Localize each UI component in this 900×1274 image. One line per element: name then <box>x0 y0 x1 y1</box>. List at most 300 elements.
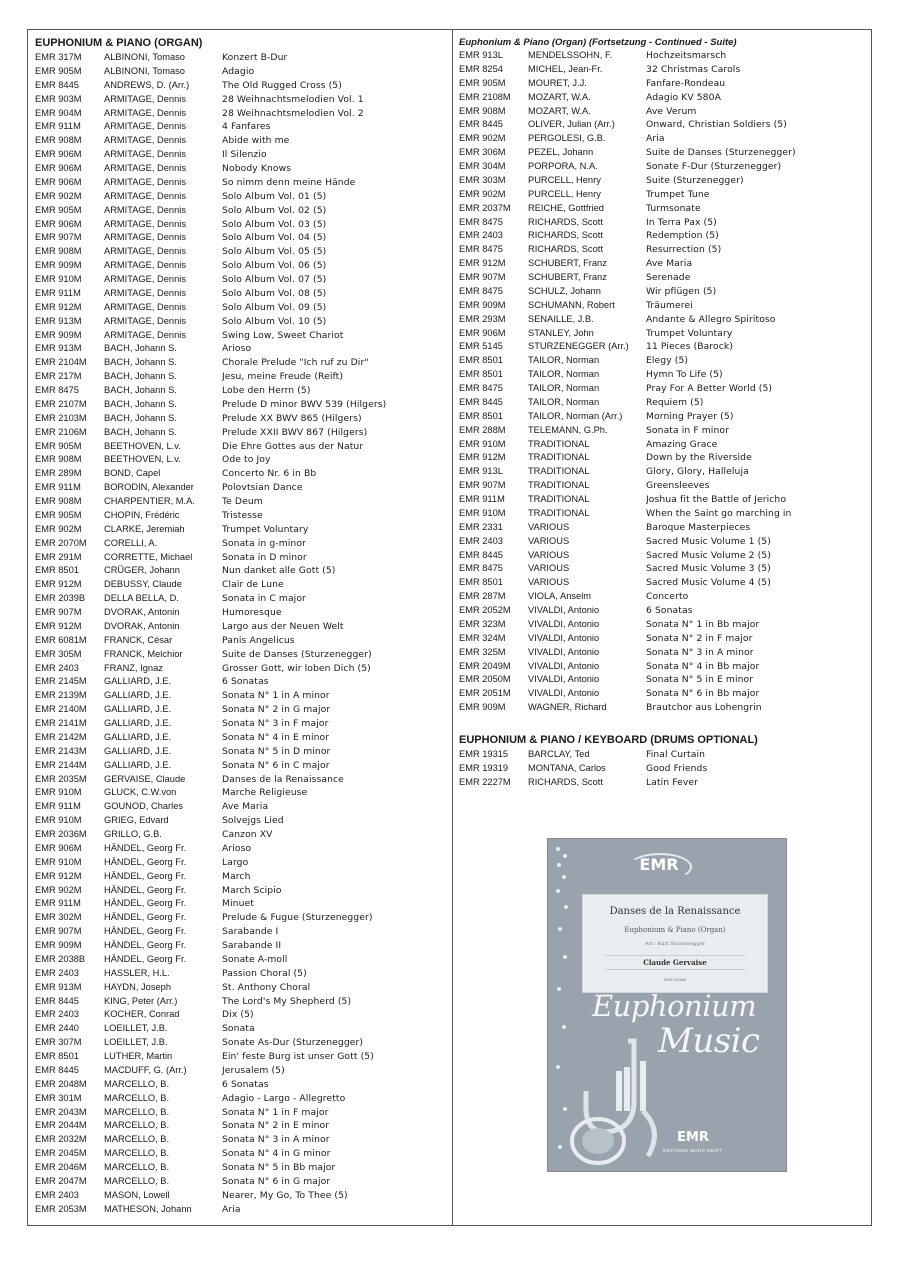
catalog-row <box>35 329 445 343</box>
catalog-number: EMR 317M <box>35 52 82 62</box>
work-title: When the Saint go marching in <box>646 507 792 519</box>
work-title: Onward, Christian Soldiers (5) <box>646 119 787 131</box>
catalog-row <box>459 618 864 632</box>
catalog-number: EMR 8475 <box>459 285 503 296</box>
catalog-number: EMR 904M <box>35 107 82 118</box>
work-title: Wir pflügen (5) <box>646 285 717 297</box>
composer-name: VIOLA, Anselm <box>528 591 592 602</box>
catalog-number: EMR 911M <box>35 801 81 812</box>
catalog-row <box>459 77 864 91</box>
catalog-number: EMR 287M <box>459 591 506 602</box>
composer-name: ARMITAGE, Dennis <box>104 246 186 257</box>
work-title: Sonata N° 2 in G major <box>222 704 331 716</box>
composer-name: VARIOUS <box>528 577 570 588</box>
composer-name: ARMITAGE, Dennis <box>104 329 186 340</box>
catalog-number: EMR 902M <box>459 188 506 199</box>
catalog-number: EMR 8475 <box>459 563 503 574</box>
catalog-number: EMR 2227M <box>459 776 511 787</box>
catalog-number: EMR 912M <box>35 620 82 631</box>
work-title: Ave Verum <box>646 105 697 117</box>
catalog-number: EMR 902M <box>459 133 506 144</box>
composer-name: TRADITIONAL <box>528 480 590 491</box>
catalog-number: EMR 911M <box>35 287 81 298</box>
catalog-number: EMR 2050M <box>459 674 511 685</box>
catalog-row <box>35 107 445 121</box>
work-title: Sarabande I <box>222 926 279 938</box>
catalog-row <box>459 576 864 590</box>
composer-name: GALLIARD, J.E. <box>104 718 172 728</box>
catalog-number: EMR 2036M <box>35 829 87 839</box>
composer-name: TAILOR, Norman <box>528 383 600 393</box>
section-title-continued: Euphonium & Piano (Organ) (Fortsetzung - Continued - Suite) <box>459 37 737 48</box>
catalog-row <box>35 870 445 884</box>
catalog-row <box>35 384 445 398</box>
catalog-number: EMR 2052M <box>459 605 511 615</box>
composer-name: RICHARDS, Scott <box>528 776 603 787</box>
catalog-row <box>35 273 445 287</box>
section-title: EUPHONIUM & PIANO (ORGAN) <box>35 37 203 49</box>
work-title: March <box>222 870 251 882</box>
work-title: Trumpet Tune <box>646 188 710 200</box>
emr-logo-top: EMR <box>624 847 694 883</box>
catalog-row <box>459 202 864 216</box>
cover-arranger: Arr.: Kurt Sturzenegger <box>644 941 706 947</box>
work-title: Elegy (5) <box>646 355 689 367</box>
composer-name: MICHEL, Jean-Fr. <box>528 63 603 74</box>
composer-name: LOEILLET, J.B. <box>104 1023 168 1034</box>
composer-name: RICHARDS, Scott <box>528 244 603 255</box>
catalog-row <box>35 1161 445 1175</box>
composer-name: STURZENEGGER (Arr.) <box>528 341 629 352</box>
composer-name: VARIOUS <box>528 563 570 574</box>
catalog-row <box>459 285 864 299</box>
composer-name: VIVALDI, Antonio <box>528 618 600 629</box>
work-title: Die Ehre Gottes aus der Natur <box>222 440 364 452</box>
catalog-number: EMR 906M <box>35 842 82 853</box>
catalog-number: EMR 8254 <box>459 63 503 74</box>
composer-name: HÄNDEL, Georg Fr. <box>104 953 187 964</box>
composer-name: HÄNDEL, Georg Fr. <box>104 940 187 950</box>
catalog-number: EMR 2145M <box>35 676 87 687</box>
catalog-number: EMR 902M <box>35 523 82 534</box>
work-title: Largo <box>222 856 249 868</box>
catalog-row <box>459 507 864 521</box>
catalog-row <box>35 745 445 759</box>
work-title: Sacred Music Volume 1 (5) <box>646 535 771 547</box>
composer-name: GRILLO, G.B. <box>104 829 162 839</box>
work-title: Redemption (5) <box>646 230 719 242</box>
work-title: Ave Maria <box>222 801 269 813</box>
composer-name: MARCELLO, B. <box>104 1148 170 1159</box>
composer-name: SCHUBERT, Franz <box>528 258 607 269</box>
work-title: In Terra Pax (5) <box>646 216 717 228</box>
work-title: Sonata N° 5 in D minor <box>222 745 331 757</box>
catalog-row <box>35 218 445 232</box>
catalog-row <box>35 79 445 93</box>
catalog-number: EMR 2039B <box>35 593 86 604</box>
catalog-number: EMR 8475 <box>35 385 79 395</box>
work-title: Solo Album Vol. 07 (5) <box>222 274 327 285</box>
catalog-number: EMR 907M <box>35 926 82 937</box>
work-title: Suite de Danses (Sturzenegger) <box>646 147 796 159</box>
catalog-row <box>459 762 864 776</box>
composer-name: SCHUMANN, Robert <box>528 299 615 310</box>
catalog-list-keyboard <box>459 748 864 790</box>
composer-name: REICHE, Gottfried <box>528 202 604 213</box>
right-column <box>459 36 864 790</box>
composer-name: DVORAK, Antonin <box>104 620 180 631</box>
catalog-row <box>459 257 864 271</box>
catalog-row <box>35 301 445 315</box>
work-title: Grosser Gott, wir loben Dich (5) <box>222 662 371 674</box>
composer-name: TRADITIONAL <box>528 494 590 504</box>
work-title: 4 Fanfares <box>222 121 271 133</box>
composer-name: HÄNDEL, Georg Fr. <box>104 870 187 881</box>
composer-name: VIVALDI, Antonio <box>528 646 600 657</box>
composer-name: PORPORA, N.A. <box>528 161 598 171</box>
catalog-row <box>35 814 445 828</box>
catalog-row <box>459 687 864 701</box>
catalog-number: EMR 8501 <box>35 565 79 576</box>
work-title: Sonata N° 3 in F major <box>222 718 329 729</box>
work-title: Canzon XV <box>222 829 273 840</box>
catalog-row <box>35 1175 445 1189</box>
work-title: Concerto Nr. 6 in Bb <box>222 468 317 480</box>
work-title: Sonata in D minor <box>222 551 307 563</box>
catalog-row <box>35 759 445 773</box>
composer-name: BOND, Capel <box>104 468 161 479</box>
work-title: 28 Weihnachtsmelodien Vol. 1 <box>222 93 364 105</box>
composer-name: DELLA BELLA, D. <box>104 593 179 604</box>
work-title: Tristesse <box>222 509 263 521</box>
work-title: Humoresque <box>222 607 282 618</box>
work-title: Chorale Prelude "Ich ruf zu Dir" <box>222 357 369 369</box>
catalog-row <box>35 356 445 370</box>
work-title: Solo Album Vol. 10 (5) <box>222 315 327 327</box>
catalog-row <box>35 925 445 939</box>
catalog-number: EMR 906M <box>35 163 82 173</box>
composer-name: CLARKE, Jeremiah <box>104 523 185 534</box>
catalog-number: EMR 2045M <box>35 1148 87 1159</box>
work-title: Adagio <box>222 65 255 77</box>
catalog-row <box>35 884 445 898</box>
catalog-number: EMR 2440 <box>35 1023 79 1034</box>
catalog-row <box>459 479 864 493</box>
catalog-number: EMR 291M <box>35 551 82 562</box>
work-title: Trumpet Voluntary <box>646 327 733 339</box>
work-title: Dix (5) <box>222 1009 254 1021</box>
composer-name: RICHARDS, Scott <box>528 216 603 227</box>
catalog-row <box>35 939 445 953</box>
work-title: March Scipio <box>222 884 282 896</box>
composer-name: ARMITAGE, Dennis <box>104 218 186 229</box>
catalog-row <box>459 549 864 563</box>
catalog-row <box>35 495 445 509</box>
catalog-number: EMR 2032M <box>35 1134 87 1145</box>
composer-name: VARIOUS <box>528 521 570 532</box>
catalog-row <box>459 776 864 790</box>
composer-name: RICHARDS, Scott <box>528 230 603 241</box>
catalog-number: EMR 910M <box>35 274 82 284</box>
work-title: 32 Christmas Carols <box>646 63 741 75</box>
catalog-number: EMR 910M <box>35 815 82 826</box>
composer-name: CORELLI, A. <box>104 537 158 548</box>
work-title: Hochzeitsmarsch <box>646 50 727 61</box>
work-title: Swing Low, Sweet Chariot <box>222 329 344 341</box>
catalog-row <box>35 551 445 565</box>
composer-name: STANLEY, John <box>528 327 594 338</box>
work-title: Aria <box>646 133 665 145</box>
work-title: Sonate As-Dur (Sturzenegger) <box>222 1037 364 1049</box>
catalog-row <box>35 731 445 745</box>
catalog-row <box>459 174 864 188</box>
work-title: Prelude XX BWV 865 (Hilgers) <box>222 412 362 424</box>
work-title: Sacred Music Volume 2 (5) <box>646 549 771 561</box>
catalog-number: EMR 289M <box>35 468 82 479</box>
brand-euphonium: Euphonium <box>592 989 757 1023</box>
composer-name: LOEILLET, J.B. <box>104 1037 168 1048</box>
catalog-row <box>35 953 445 967</box>
composer-name: GALLIARD, J.E. <box>104 759 172 770</box>
composer-name: GALLIARD, J.E. <box>104 704 172 715</box>
catalog-row <box>459 590 864 604</box>
catalog-row <box>459 49 864 63</box>
catalog-number: EMR 2048M <box>35 1078 87 1089</box>
catalog-number: EMR 2046M <box>35 1162 87 1172</box>
catalog-number: EMR 303M <box>459 174 506 185</box>
catalog-row <box>35 967 445 981</box>
composer-name: GOUNOD, Charles <box>104 801 184 812</box>
catalog-row <box>459 562 864 576</box>
composer-name: FRANZ, Ignaz <box>104 662 163 673</box>
work-title: Sonata N° 5 in E minor <box>646 674 754 686</box>
catalog-number: EMR 293M <box>459 313 506 324</box>
catalog-number: EMR 912M <box>35 870 82 881</box>
work-title: Largo aus der Neuen Welt <box>222 620 344 632</box>
catalog-row <box>459 327 864 341</box>
catalog-number: EMR 8445 <box>35 1064 79 1075</box>
catalog-row <box>35 689 445 703</box>
catalog-number: EMR 908M <box>35 246 82 257</box>
composer-name: MACDUFF, G. (Arr.) <box>104 1064 187 1075</box>
composer-name: VARIOUS <box>528 535 570 546</box>
catalog-row <box>459 646 864 660</box>
catalog-row <box>35 606 445 620</box>
work-title: Solo Album Vol. 03 (5) <box>222 218 327 230</box>
catalog-row <box>35 440 445 454</box>
catalog-number: EMR 902M <box>35 884 82 895</box>
work-title: Good Friends <box>646 762 708 774</box>
work-title: Clair de Lune <box>222 579 284 591</box>
work-title: Marche Religieuse <box>222 787 308 799</box>
composer-name: MARCELLO, B. <box>104 1134 170 1145</box>
work-title: Down by the Riverside <box>646 452 752 464</box>
publisher-name: EDITIONS MARC REIFT <box>663 1148 723 1153</box>
work-title: Final Curtain <box>646 749 706 760</box>
composer-name: PURCELL, Henry <box>528 188 601 199</box>
work-title: Panis Angelicus <box>222 634 295 646</box>
catalog-number: EMR 6081M <box>35 634 87 645</box>
catalog-number: EMR 2043M <box>35 1106 87 1117</box>
catalog-row <box>35 564 445 578</box>
work-title: Solo Album Vol. 09 (5) <box>222 301 327 313</box>
work-title: Aria <box>222 1203 241 1215</box>
work-title: Baroque Masterpieces <box>646 521 751 533</box>
catalog-number: EMR 2070M <box>35 537 87 548</box>
catalog-row <box>35 426 445 440</box>
catalog-row <box>35 897 445 911</box>
work-title: Greensleeves <box>646 480 710 492</box>
work-title: Adagio - Largo - Allegretto <box>222 1092 346 1104</box>
work-title: Solvejgs Lied <box>222 815 284 827</box>
catalog-row <box>35 315 445 329</box>
catalog-number: EMR 5145 <box>459 341 503 352</box>
catalog-number: EMR 2051M <box>459 688 511 699</box>
catalog-number: EMR 19315 <box>459 749 509 759</box>
work-title: Resurrection (5) <box>646 244 722 256</box>
composer-name: LUTHER, Martin <box>104 1051 173 1061</box>
catalog-row <box>459 465 864 479</box>
composer-name: TRADITIONAL <box>528 438 590 449</box>
composer-name: BARCLAY, Ted <box>528 749 590 759</box>
catalog-number: EMR 8445 <box>459 549 503 560</box>
composer-name: BACH, Johann S. <box>104 385 177 395</box>
catalog-row <box>35 523 445 537</box>
catalog-row <box>459 451 864 465</box>
composer-name: PEZEL, Johann <box>528 147 594 158</box>
catalog-row <box>35 800 445 814</box>
work-title: Passion Choral (5) <box>222 967 307 979</box>
catalog-number: EMR 2038B <box>35 953 86 964</box>
catalog-row <box>35 467 445 481</box>
composer-name: MARCELLO, B. <box>104 1078 170 1089</box>
composer-name: DEBUSSY, Claude <box>104 579 182 590</box>
catalog-row <box>459 673 864 687</box>
work-title: Jesu, meine Freude (Reift) <box>222 371 344 383</box>
catalog-row <box>35 634 445 648</box>
work-title: Il Silenzio <box>222 149 267 161</box>
catalog-number: EMR 913M <box>35 343 82 354</box>
catalog-row <box>459 160 864 174</box>
composer-name: ANDREWS, D. (Arr.) <box>104 79 190 90</box>
catalog-row <box>459 521 864 535</box>
composer-name: TAILOR, Norman <box>528 355 600 366</box>
catalog-number: EMR 906M <box>459 327 506 338</box>
composer-name: ARMITAGE, Dennis <box>104 204 186 215</box>
work-title: Sonata N° 3 in A minor <box>646 646 754 658</box>
work-title: Sonata in g-minor <box>222 537 306 549</box>
work-title: Nun danket alle Gott (5) <box>222 565 336 577</box>
work-title: Sarabande II <box>222 940 282 951</box>
catalog-row <box>35 509 445 523</box>
work-title: Morning Prayer (5) <box>646 410 734 422</box>
composer-name: SENAILLE, J.B. <box>528 313 594 324</box>
left-column <box>35 36 445 1217</box>
catalog-number: EMR 909M <box>35 940 82 950</box>
work-title: Sonata in C major <box>222 593 306 605</box>
work-title: Sonata N° 1 in A minor <box>222 690 330 702</box>
composer-name: VIVALDI, Antonio <box>528 605 600 615</box>
catalog-number: EMR 910M <box>459 507 506 518</box>
composer-name: TELEMANN, G.Ph. <box>528 424 608 435</box>
composer-name: MARCELLO, B. <box>104 1175 170 1186</box>
catalog-number: EMR 905M <box>35 65 82 76</box>
catalog-number: EMR 2403 <box>35 1189 79 1200</box>
work-title: 6 Sonatas <box>646 605 693 616</box>
catalog-row <box>459 368 864 382</box>
catalog-row <box>35 773 445 787</box>
work-title: 6 Sonatas <box>222 1078 269 1090</box>
composer-name: MARCELLO, B. <box>104 1120 170 1131</box>
work-title: Solo Album Vol. 06 (5) <box>222 260 327 272</box>
catalog-number: EMR 911M <box>35 121 81 132</box>
composer-name: ARMITAGE, Dennis <box>104 301 186 312</box>
work-title: Konzert B-Dur <box>222 52 288 63</box>
work-title: Jerusalem (5) <box>222 1064 285 1076</box>
work-title: Prelude D minor BWV 539 (Hilgers) <box>222 398 387 410</box>
catalog-number: EMR 2403 <box>459 230 503 241</box>
catalog-row <box>35 245 445 259</box>
catalog-row <box>459 105 864 119</box>
composer-name: HÄNDEL, Georg Fr. <box>104 912 187 923</box>
catalog-number: EMR 913M <box>35 315 82 326</box>
catalog-row <box>35 1064 445 1078</box>
catalog-row <box>35 703 445 717</box>
catalog-number: EMR 910M <box>35 856 82 867</box>
catalog-list-continued <box>459 49 864 715</box>
catalog-number: EMR 911M <box>459 494 505 504</box>
catalog-number: EMR 902M <box>35 190 82 201</box>
catalog-number: EMR 2140M <box>35 704 87 715</box>
catalog-number: EMR 2044M <box>35 1120 87 1131</box>
catalog-number: EMR 907M <box>459 480 506 491</box>
catalog-number: EMR 906M <box>35 218 82 229</box>
work-title: Suite de Danses (Sturzenegger) <box>222 648 372 660</box>
catalog-row <box>35 995 445 1009</box>
catalog-row <box>35 398 445 412</box>
work-title: Ein' feste Burg ist unser Gott (5) <box>222 1051 374 1062</box>
work-title: Sonata N° 6 in G major <box>222 1175 331 1187</box>
catalog-number: EMR 305M <box>35 648 82 659</box>
composer-name: PERGOLESI, G.B. <box>528 133 606 144</box>
composer-name: MOZART, W.A. <box>528 91 591 102</box>
catalog-number: EMR 2049M <box>459 660 511 671</box>
work-title: Träumerei <box>646 299 693 311</box>
work-title: Nearer, My Go, To Thee (5) <box>222 1189 348 1201</box>
catalog-row <box>35 412 445 426</box>
composer-name: MASON, Lowell <box>104 1189 170 1200</box>
catalog-row <box>35 911 445 925</box>
work-title: Requiem (5) <box>646 396 704 408</box>
work-title: Abide with me <box>222 135 290 147</box>
catalog-number: EMR 2037M <box>459 202 511 213</box>
work-title: Brautchor aus Lohengrin <box>646 702 762 714</box>
composer-name: ARMITAGE, Dennis <box>104 163 186 173</box>
composer-name: HAYDN, Joseph <box>104 981 171 992</box>
catalog-number: EMR 8445 <box>35 995 79 1006</box>
composer-name: SCHULZ, Johann <box>528 285 601 296</box>
work-title: Arioso <box>222 343 252 355</box>
catalog-row <box>35 1147 445 1161</box>
catalog-number: EMR 8501 <box>459 369 503 380</box>
work-title: St. Anthony Choral <box>222 981 311 993</box>
catalog-number: EMR 905M <box>35 204 82 215</box>
composer-name: ALBINONI, Tomaso <box>104 65 185 76</box>
catalog-number: EMR 19319 <box>459 762 509 773</box>
work-title: Suite (Sturzenegger) <box>646 174 744 186</box>
work-title: Sacred Music Volume 4 (5) <box>646 577 771 589</box>
composer-name: ARMITAGE, Dennis <box>104 107 186 118</box>
